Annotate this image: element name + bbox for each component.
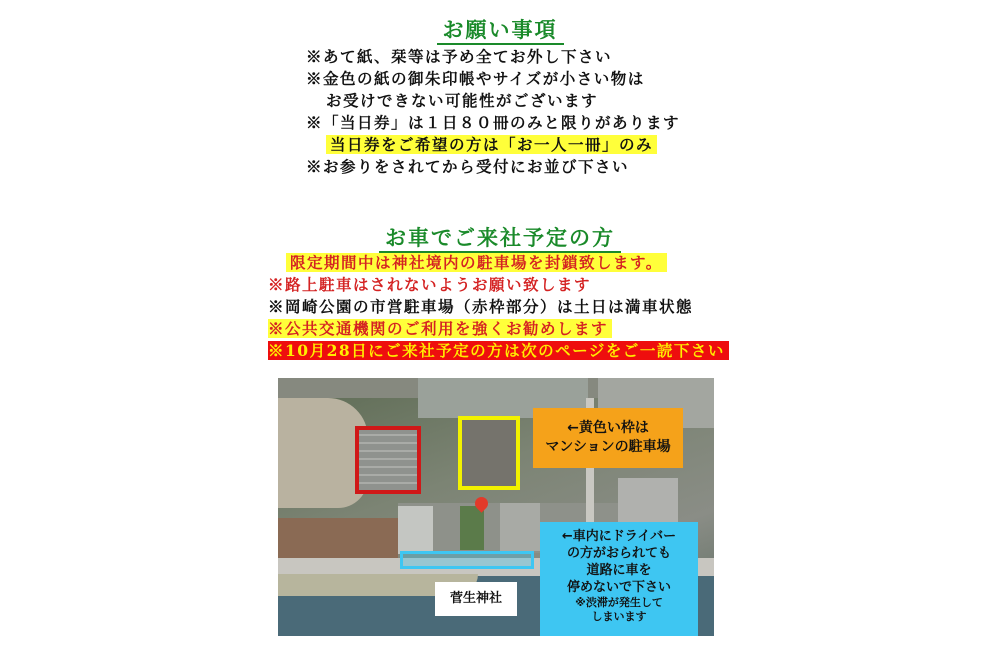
cyan-label-line-3: 道路に車を	[586, 563, 652, 578]
section1-title	[0, 14, 1000, 44]
shrine-name-label: 菅生神社	[435, 582, 517, 616]
car-line-4	[268, 318, 612, 339]
cyan-label-line-2: の方がおられても	[566, 546, 671, 561]
notice-line-4: ※「当日券」は１日８０冊のみと限りがあります	[306, 113, 681, 132]
orange-label-line-1: ←黄色い枠は	[567, 420, 649, 436]
section1-title-text: お願い事項	[437, 17, 564, 45]
section2-title	[0, 222, 1000, 252]
car-line-2: ※路上駐車はされないようお願い致します	[268, 275, 592, 294]
cyan-label-box	[540, 522, 698, 636]
cyan-label-line-1: ←車内にドライバー	[561, 529, 677, 544]
cyan-label-line-4: 停めないで下さい	[566, 580, 671, 595]
car-line-3: ※岡崎公園の市営駐車場（赤枠部分）は土日は満車状態	[268, 297, 694, 316]
notice-line-6: ※お参りをされてから受付にお並び下さい	[306, 157, 630, 176]
condo-parking-frame	[458, 416, 520, 490]
shrine-trees	[460, 506, 484, 550]
cyan-note-line-2: しまいます	[591, 610, 647, 623]
notice-line-1: ※あて紙、栞等は予め全てお外し下さい	[306, 47, 613, 66]
section2-title-text: お車でご来社予定の方	[379, 225, 621, 253]
car-line-5	[268, 340, 729, 361]
car-line-5-highlight: ※10月28日にご来社予定の方は次のページをご一読下さい	[268, 341, 729, 360]
car-line-1-highlight: 限定期間中は神社境内の駐車場を封鎖致します。	[286, 253, 667, 272]
no-stopping-road-frame	[400, 551, 534, 569]
cyan-note-line-1: ※渋滞が発生して	[575, 596, 663, 609]
aerial-map	[278, 378, 714, 636]
car-line-4-highlight: ※公共交通機関のご利用を強くお勧めします	[268, 319, 612, 338]
car-line-1	[286, 252, 667, 273]
notice-line-5	[326, 134, 657, 155]
notice-line-5-highlight: 当日券をご希望の方は「お一人一冊」のみ	[326, 135, 657, 154]
municipal-parking-frame	[355, 426, 421, 494]
notice-line-2: ※金色の紙の御朱印帳やサイズが小さい物は	[306, 69, 645, 88]
orange-label-box	[533, 408, 683, 468]
orange-label-line-2: マンションの駐車場	[545, 439, 671, 455]
notice-line-3: お受けできない可能性がございます	[326, 91, 599, 110]
